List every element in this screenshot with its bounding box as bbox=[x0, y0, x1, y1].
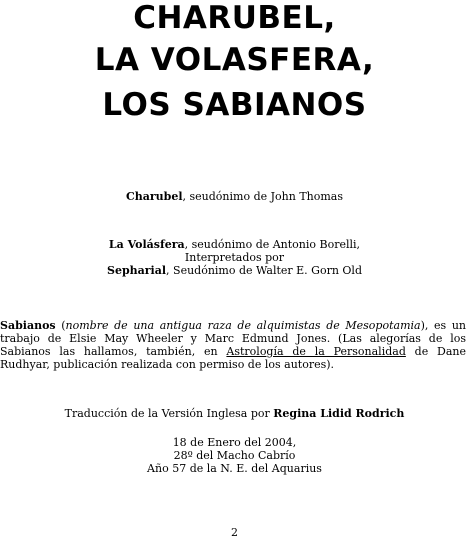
charubel-description: , seudónimo de John Thomas bbox=[182, 190, 344, 203]
title-line-3: LOS SABIANOS bbox=[102, 87, 367, 123]
charubel-name: Charubel bbox=[125, 190, 183, 203]
sepharial-description: , Seudónimo de Walter E. Gorn Old bbox=[166, 264, 362, 277]
sepharial-name: Sepharial bbox=[107, 264, 167, 277]
sabianos-term: Sabianos bbox=[0, 319, 56, 332]
translation-credit bbox=[0, 407, 469, 420]
date-line-3: Año 57 de la N. E. del Aquarius bbox=[147, 462, 322, 475]
book-title: Astrología de la Personalidad bbox=[226, 345, 406, 358]
sabianos-paragraph bbox=[0, 319, 466, 371]
credit-sepharial bbox=[0, 264, 469, 277]
volasfera-name: La Volásfera bbox=[108, 238, 185, 251]
date-line-2: 28º del Macho Cabrío bbox=[173, 449, 296, 462]
date-line-1: 18 de Enero del 2004, bbox=[172, 436, 297, 449]
credit-volasfera bbox=[0, 238, 469, 251]
title-line-1: CHARUBEL, bbox=[133, 0, 336, 36]
interpretados-line: Interpretados por bbox=[184, 251, 285, 264]
sabianos-definition: nombre de una antigua raza de alquimistas de Mesopotamia bbox=[65, 319, 421, 332]
title-line-2: LA VOLASFERA, bbox=[94, 42, 375, 78]
paren-open: ( bbox=[55, 319, 66, 332]
credit-charubel bbox=[0, 190, 469, 203]
paragraph-text-2: de Dane Rudhyar, publicación realizada con permiso de los autores). bbox=[0, 345, 466, 371]
translation-prefix: Traducción de la Versión Inglesa por bbox=[64, 407, 274, 420]
page-number: 2 bbox=[231, 526, 238, 539]
paragraph-text-1: ), es un trabajo de Elsie May Wheeler y Marc Edmund Jones. (Las alegorías de los Sabianos las hallamos, también, en bbox=[0, 319, 466, 358]
volasfera-description: , seudónimo de Antonio Borelli, bbox=[184, 238, 361, 251]
translator-name: Regina Lidid Rodrich bbox=[273, 407, 405, 420]
